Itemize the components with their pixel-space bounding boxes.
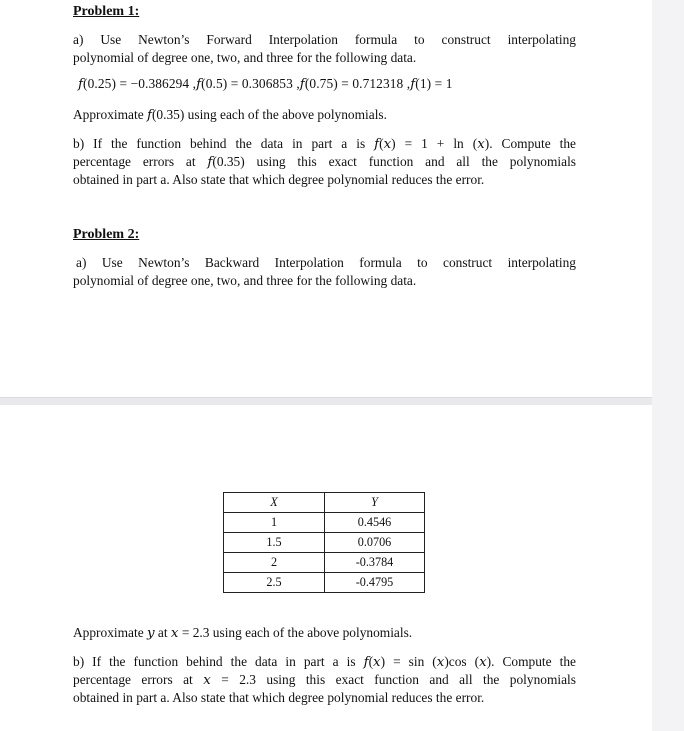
problem1-approx: Approximate 𝑓(0.35) using each of the above polynomials. [73, 107, 387, 122]
problem2-part-b [73, 653, 576, 707]
problem1-part-b [73, 135, 576, 189]
table-cell-y: -0.4795 [325, 573, 425, 593]
problem2-part-b-line3: obtained in part a. Also state that which degree polynomial reduces the error. [73, 690, 485, 705]
table-header-row [224, 493, 425, 513]
table-row [224, 553, 425, 573]
table-row [224, 513, 425, 533]
page-margin-strip [652, 0, 684, 731]
table-header-y: Y [325, 493, 425, 513]
table-cell-x: 1.5 [224, 533, 325, 553]
problem2-part-b-line2: percentage errors at 𝑥 = 2.3 using this exact function and all the polynomials [73, 672, 576, 687]
data-table [223, 492, 425, 593]
table-cell-y: -0.3784 [325, 553, 425, 573]
problem1-part-a-line2: polynomial of degree one, two, and three for the following data. [73, 50, 417, 65]
problem2-heading: Problem 2: [73, 227, 140, 242]
problem1-part-b-line2: percentage errors at 𝑓(0.35) using this exact function and all the polynomials [73, 154, 576, 169]
problem2-part-a-line2: polynomial of degree one, two, and three for the following data. [73, 273, 417, 288]
problem2-part-a [73, 254, 576, 290]
page-break-divider [0, 397, 652, 405]
table-header-x: X [224, 493, 325, 513]
table-cell-y: 0.4546 [325, 513, 425, 533]
problem1-data-line: 𝑓(0.25) = −0.386294 ,𝑓(0.5) = 0.306853 ,𝑓(0.75) = 0.712318 ,𝑓(1) = 1 [78, 76, 453, 91]
table-row [224, 573, 425, 593]
table-cell-x: 2 [224, 553, 325, 573]
table-cell-x: 1 [224, 513, 325, 533]
problem2-part-b-line1: b) If the function behind the data in part a is 𝑓(𝑥) = sin (𝑥)cos (𝑥). Compute the [73, 654, 576, 669]
table-cell-x: 2.5 [224, 573, 325, 593]
problem1-heading: Problem 1: [73, 4, 140, 19]
problem1-part-b-line1: b) If the function behind the data in part a is 𝑓(𝑥) = 1 + ln (𝑥). Compute the [73, 136, 576, 151]
problem2-approx: Approximate 𝑦 at 𝑥 = 2.3 using each of the above polynomials. [73, 625, 413, 640]
table-cell-y: 0.0706 [325, 533, 425, 553]
table-row [224, 533, 425, 553]
problem1-part-a [73, 31, 576, 67]
problem2-part-a-line1: a) Use Newton’s Backward Interpolation formula to construct interpolating [76, 255, 576, 270]
problem1-part-b-line3: obtained in part a. Also state that which degree polynomial reduces the error. [73, 172, 485, 187]
problem1-part-a-line1: a) Use Newton’s Forward Interpolation formula to construct interpolating [73, 32, 576, 47]
